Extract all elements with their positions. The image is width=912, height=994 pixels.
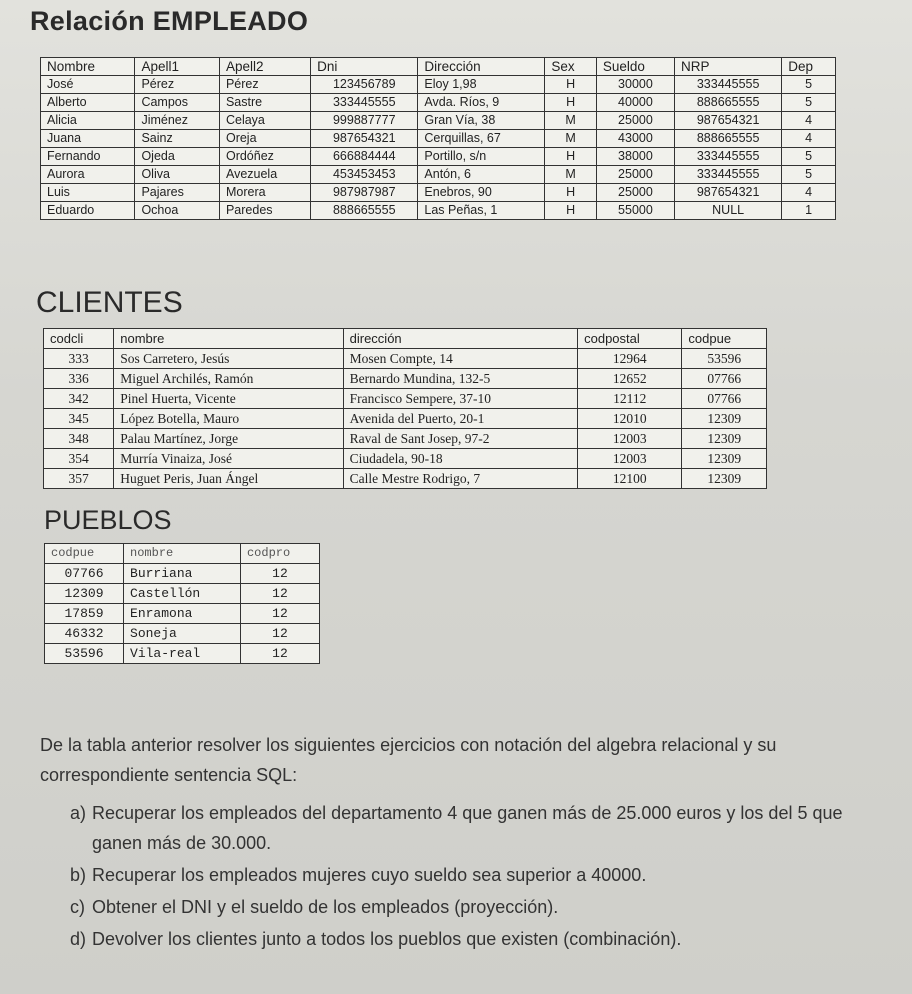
table-cell: Soneja [124,624,241,644]
column-header: NRP [675,58,782,76]
exercise-item [70,860,880,890]
table-cell: Jiménez [135,112,220,130]
table-row [44,389,767,409]
table-cell: 12309 [682,409,767,429]
table-row [44,469,767,489]
table-cell: 12309 [682,469,767,489]
table-cell: 4 [782,184,836,202]
table-cell: 4 [782,130,836,148]
table-row [41,130,836,148]
table-cell: Pajares [135,184,220,202]
table-cell: Gran Vía, 38 [418,112,545,130]
table-cell: 354 [44,449,114,469]
table-row [44,429,767,449]
table-cell: Murría Vinaiza, José [114,449,343,469]
table-cell: Ordóñez [219,148,310,166]
table-header-row [45,544,320,564]
exercise-item [70,892,880,922]
table-cell: Enramona [124,604,241,624]
table-cell: 333445555 [675,166,782,184]
table-cell: Ciudadela, 90-18 [343,449,577,469]
table-cell: Campos [135,94,220,112]
pueblos-title: PUEBLOS [44,505,172,535]
table-cell: 357 [44,469,114,489]
table-cell: 38000 [596,148,674,166]
table-cell: 12100 [578,469,682,489]
table-cell: 987654321 [311,130,418,148]
table-row [45,604,320,624]
table-cell: 12010 [578,409,682,429]
column-header: dirección [343,329,577,349]
table-cell: 12309 [682,449,767,469]
table-cell: 12309 [682,429,767,449]
table-cell: Pérez [219,76,310,94]
table-cell: H [545,184,596,202]
column-header: nombre [114,329,343,349]
column-header: nombre [124,544,241,564]
table-cell: 4 [782,112,836,130]
table-cell: 12309 [45,584,124,604]
column-header: Apell1 [135,58,220,76]
table-cell: Alberto [41,94,135,112]
table-cell: Bernardo Mundina, 132-5 [343,369,577,389]
table-cell: 12003 [578,449,682,469]
table-cell: 888665555 [675,130,782,148]
table-cell: Sos Carretero, Jesús [114,349,343,369]
table-cell: 987654321 [675,184,782,202]
table-row [45,564,320,584]
table-row [45,584,320,604]
table-cell: M [545,166,596,184]
table-cell: Oreja [219,130,310,148]
table-cell: Burriana [124,564,241,584]
table-row [41,148,836,166]
exercise-letter: a) [70,803,87,823]
table-cell: 333 [44,349,114,369]
table-row [44,349,767,369]
table-cell: Miguel Archilés, Ramón [114,369,343,389]
table-cell: 12 [240,644,319,664]
table-cell: 46332 [45,624,124,644]
exercise-text: Recuperar los empleados mujeres cuyo sueldo sea superior a 40000. [92,865,647,885]
column-header: codpostal [578,329,682,349]
table-header-row [44,329,767,349]
table-row [41,112,836,130]
table-row [41,184,836,202]
empleado-table [40,57,836,220]
table-cell: M [545,112,596,130]
table-cell: 5 [782,76,836,94]
table-cell: 12 [240,584,319,604]
exercise-item [70,924,880,954]
table-cell: Paredes [219,202,310,220]
table-cell: 53596 [682,349,767,369]
table-cell: José [41,76,135,94]
table-cell: 07766 [682,389,767,409]
table-cell: Palau Martínez, Jorge [114,429,343,449]
table-cell: Las Peñas, 1 [418,202,545,220]
table-cell: 342 [44,389,114,409]
table-row [44,409,767,429]
table-cell: 333445555 [675,148,782,166]
table-cell: 666884444 [311,148,418,166]
table-cell: Mosen Compte, 14 [343,349,577,369]
table-cell: 12964 [578,349,682,369]
table-cell: 12 [240,604,319,624]
table-cell: Aurora [41,166,135,184]
table-cell: 333445555 [311,94,418,112]
table-cell: 987654321 [675,112,782,130]
table-cell: Castellón [124,584,241,604]
table-cell: Enebros, 90 [418,184,545,202]
table-cell: 1 [782,202,836,220]
table-cell: 25000 [596,166,674,184]
column-header: codpue [45,544,124,564]
table-row [44,449,767,469]
table-cell: 888665555 [311,202,418,220]
table-cell: 55000 [596,202,674,220]
table-header-row [41,58,836,76]
pueblos-table [44,543,320,664]
column-header: Dirección [418,58,545,76]
column-header: Apell2 [219,58,310,76]
exercise-letter: b) [70,865,87,885]
table-cell: Morera [219,184,310,202]
table-cell: 12652 [578,369,682,389]
column-header: Dni [311,58,418,76]
table-cell: 43000 [596,130,674,148]
table-cell: Huguet Peris, Juan Ángel [114,469,343,489]
table-cell: Portillo, s/n [418,148,545,166]
table-cell: Pérez [135,76,220,94]
table-row [41,94,836,112]
table-cell: 07766 [682,369,767,389]
clientes-title: CLIENTES [36,286,183,319]
table-cell: 12 [240,564,319,584]
table-cell: 25000 [596,184,674,202]
table-cell: H [545,202,596,220]
column-header: Sex [545,58,596,76]
table-cell: 987987987 [311,184,418,202]
table-row [45,624,320,644]
exercises-intro: De la tabla anterior resolver los siguientes ejercicios con notación del algebra relacional y su correspondiente sentencia SQL: [40,735,777,785]
table-cell: 348 [44,429,114,449]
table-cell: 5 [782,148,836,166]
table-cell: H [545,148,596,166]
table-cell: Luis [41,184,135,202]
table-cell: 453453453 [311,166,418,184]
table-cell: Antón, 6 [418,166,545,184]
empleado-title: Relación EMPLEADO [30,6,309,36]
column-header: codcli [44,329,114,349]
table-row [41,166,836,184]
column-header: codpue [682,329,767,349]
table-cell: 888665555 [675,94,782,112]
table-cell: Fernando [41,148,135,166]
table-cell: NULL [675,202,782,220]
table-cell: Calle Mestre Rodrigo, 7 [343,469,577,489]
table-cell: Oliva [135,166,220,184]
table-cell: Ochoa [135,202,220,220]
table-cell: Juana [41,130,135,148]
table-cell: 07766 [45,564,124,584]
exercise-letter: d) [70,929,87,949]
table-cell: Avda. Ríos, 9 [418,94,545,112]
table-row [45,644,320,664]
table-cell: Vila-real [124,644,241,664]
table-cell: Avezuela [219,166,310,184]
table-cell: Ojeda [135,148,220,166]
table-row [41,202,836,220]
table-cell: Pinel Huerta, Vicente [114,389,343,409]
table-cell: Eloy 1,98 [418,76,545,94]
exercise-text: Devolver los clientes junto a todos los pueblos que existen (combinación). [92,929,682,949]
table-cell: 12112 [578,389,682,409]
exercise-text: Recuperar los empleados del departamento 4 que ganen más de 25.000 euros y los del 5 que ganen más de 30.000. [92,803,843,853]
table-cell: 123456789 [311,76,418,94]
table-cell: Alicia [41,112,135,130]
table-cell: 333445555 [675,76,782,94]
column-header: codpro [240,544,319,564]
table-row [44,369,767,389]
table-cell: 345 [44,409,114,429]
clientes-table [43,328,767,489]
table-cell: López Botella, Mauro [114,409,343,429]
table-cell: H [545,94,596,112]
table-cell: Eduardo [41,202,135,220]
exercise-letter: c) [70,897,85,917]
table-cell: Avenida del Puerto, 20-1 [343,409,577,429]
table-cell: Sastre [219,94,310,112]
table-cell: Francisco Sempere, 37-10 [343,389,577,409]
table-cell: 17859 [45,604,124,624]
exercises-list [40,798,880,954]
table-cell: 30000 [596,76,674,94]
column-header: Sueldo [596,58,674,76]
column-header: Dep [782,58,836,76]
table-cell: Cerquillas, 67 [418,130,545,148]
table-cell: 12003 [578,429,682,449]
table-cell: 40000 [596,94,674,112]
table-cell: 5 [782,166,836,184]
table-cell: 53596 [45,644,124,664]
table-cell: 999887777 [311,112,418,130]
table-cell: Sainz [135,130,220,148]
table-cell: 336 [44,369,114,389]
table-cell: 5 [782,94,836,112]
exercise-text: Obtener el DNI y el sueldo de los empleados (proyección). [92,897,559,917]
table-cell: Raval de Sant Josep, 97-2 [343,429,577,449]
exercise-item [70,798,880,858]
table-cell: M [545,130,596,148]
table-cell: 25000 [596,112,674,130]
table-cell: 12 [240,624,319,644]
exercises-section [40,730,880,956]
table-cell: Celaya [219,112,310,130]
column-header: Nombre [41,58,135,76]
table-cell: H [545,76,596,94]
table-row [41,76,836,94]
